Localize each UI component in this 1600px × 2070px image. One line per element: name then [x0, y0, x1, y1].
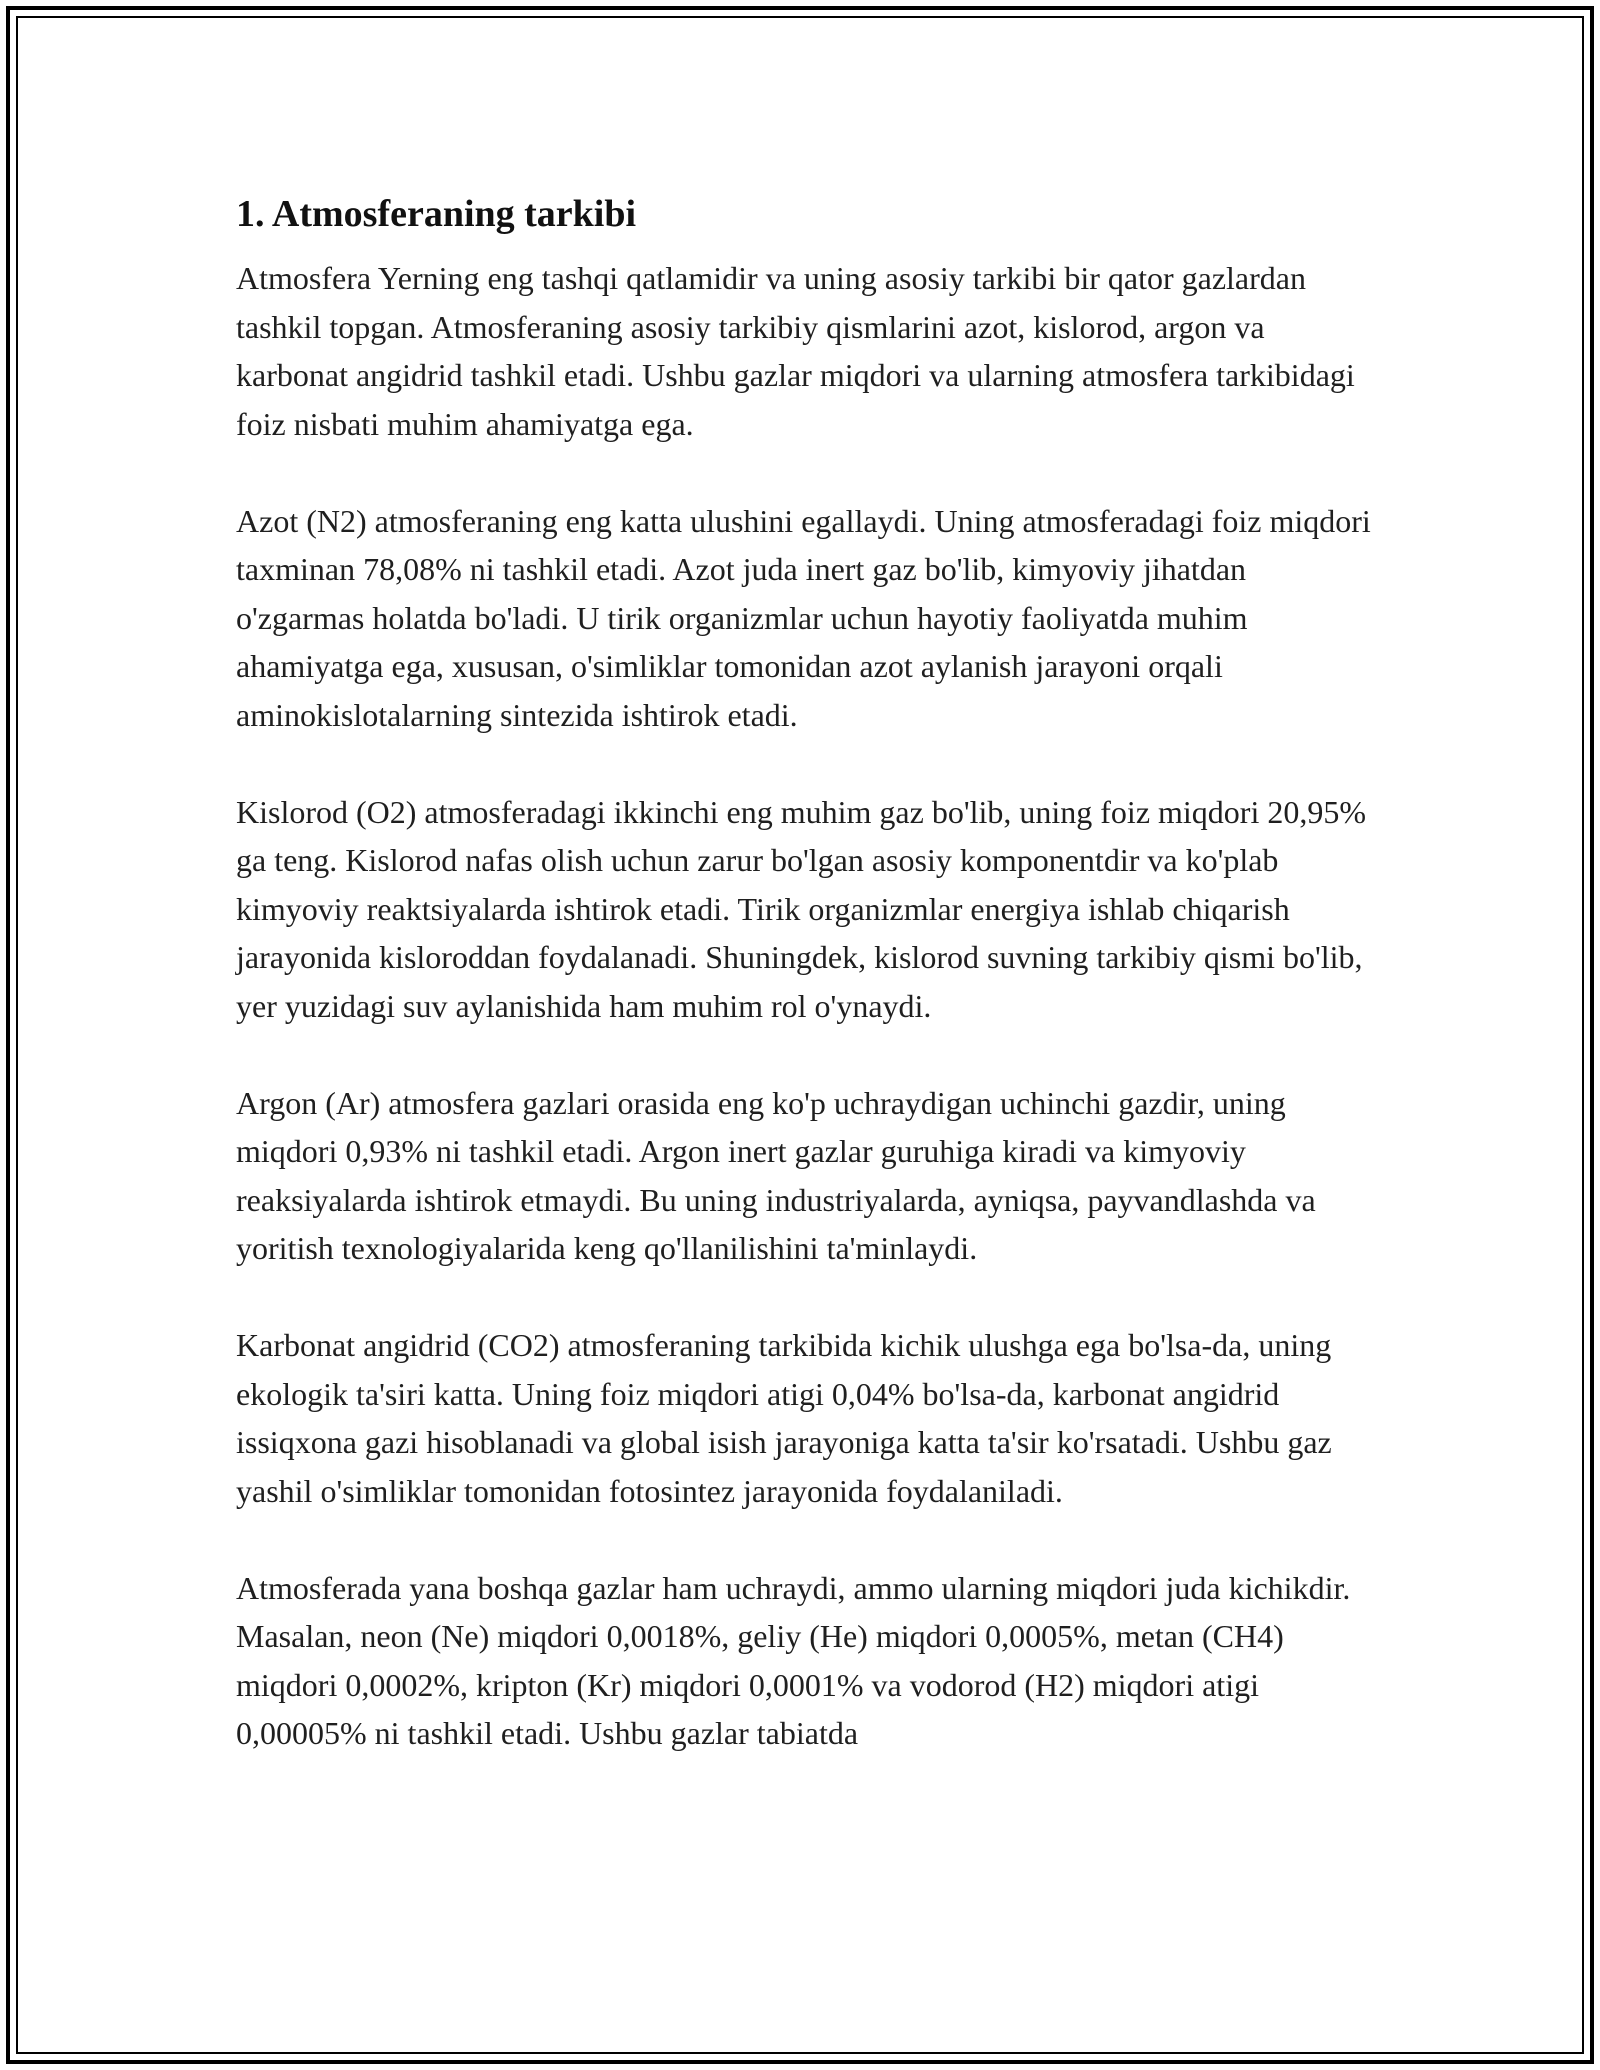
paragraph-other-gases: Atmosferada yana boshqa gazlar ham uchraydi, ammo ularning miqdori juda kichikdir. Masalan, neon (Ne) miqdori 0,0018%, geliy (He) miqdori 0,0005%, metan (CH4) miqdori 0,0002%, kripton (Kr) miqdori 0,0001% va vodorod (H2) miqdori atigi 0,00005% ni tashkil etadi. Ushbu gazlar tabiatda	[236, 1569, 1351, 1751]
section-title: 1. Atmosferaning tarkibi	[236, 193, 637, 235]
paragraph-oxygen: Kislorod (O2) atmosferadagi ikkinchi eng muhim gaz bo'lib, uning foiz miqdori 20,95% ga teng. Kislorod nafas olish uchun zarur bo'lgan asosiy komponentdir va ko'plab kimyoviy reaktsiyalarda ishtirok etadi. Tirik organizmlar energiya ishlab chiqarish jarayonida kisloroddan foydalanadi. Shuningdek, kislorod suvning tarkibiy qismi bo'lib, yer yuzidagi suv aylanishida ham muhim rol o'ynaydi.	[236, 793, 1366, 1024]
paragraph-argon: Argon (Ar) atmosfera gazlari orasida eng ko'p uchraydigan uchinchi gazdir, uning miqdori 0,93% ni tashkil etadi. Argon inert gazlar guruhiga kiradi va kimyoviy reaksiyalarda ishtirok etmaydi. Bu uning industriyalarda, ayniqsa, payvandlashda va yoritish texnologiyalarida keng qo'llanilishini ta'minlaydi.	[236, 1084, 1316, 1266]
document-body	[236, 186, 1376, 1806]
paragraph-intro: Atmosfera Yerning eng tashqi qatlamidir va uning asosiy tarkibi bir qator gazlardan tashkil topgan. Atmosferaning asosiy tarkibiy qismlarini azot, kislorod, argon va karbonat angidrid tashkil etadi. Ushbu gazlar miqdori va ularning atmosfera tarkibidagi foiz nisbati muhim ahamiyatga ega.	[236, 260, 1355, 442]
paragraph-carbon-dioxide: Karbonat angidrid (CO2) atmosferaning tarkibida kichik ulushga ega bo'lsa-da, uning ekologik ta'siri katta. Uning foiz miqdori atigi 0,04% bo'lsa-da, karbonat angidrid issiqxona gazi hisoblanadi va global isish jarayoniga katta ta'sir ko'rsatadi. Ushbu gaz yashil o'simliklar tomonidan fotosintez jarayonida foydalaniladi.	[236, 1327, 1332, 1509]
paragraph-nitrogen: Azot (N2) atmosferaning eng katta ulushini egallaydi. Uning atmosferadagi foiz miqdori taxminan 78,08% ni tashkil etadi. Azot juda inert gaz bo'lib, kimyoviy jihatdan o'zgarmas holatda bo'ladi. U tirik organizmlar uchun hayotiy faoliyatda muhim ahamiyatga ega, xususan, o'simliklar tomonidan azot aylanish jarayoni orqali aminokislotalarning sintezida ishtirok etadi.	[236, 502, 1371, 733]
